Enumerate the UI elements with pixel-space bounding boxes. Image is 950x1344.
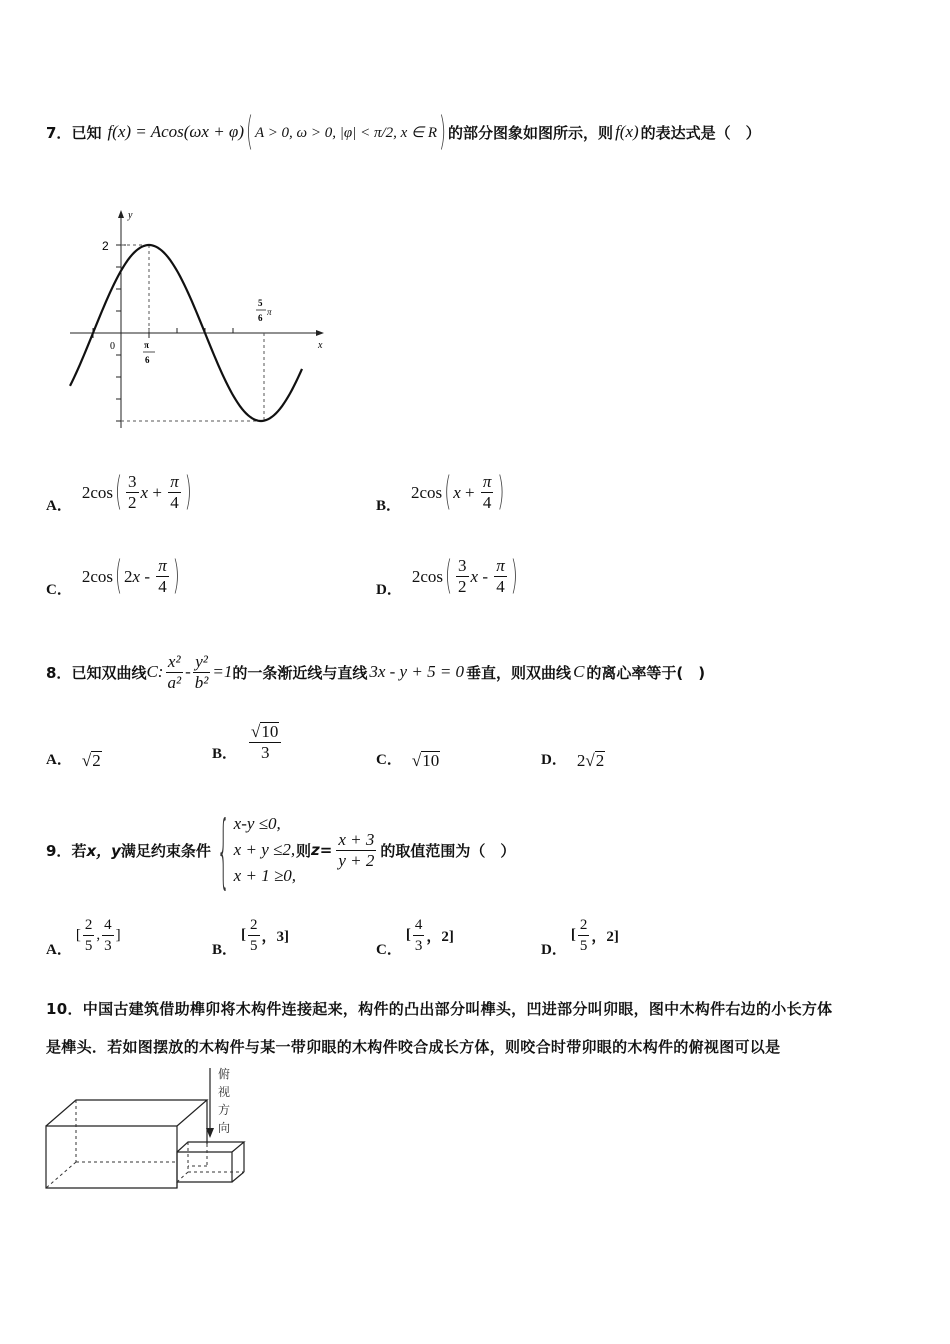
option-expr: 2cos ( x + $\frac{\pi}{4}$ ) — [411, 469, 505, 516]
q9-zden: y + 2 — [338, 850, 375, 870]
q10-line2: 是榫头．若如图摆放的木构件与某一带卯眼的木构件咬合成长方体，则咬合时带卯眼的木构件的俯视图可以是 — [46, 1038, 781, 1056]
option-label: D． — [541, 751, 567, 768]
q9-c2: x + y ≤2, — [233, 840, 296, 859]
q9-prefix: 若 — [71, 841, 87, 860]
option-label: B． — [376, 498, 402, 514]
q8-option-d[interactable] — [541, 745, 605, 771]
q9-c3: x + 1 ≥0, — [233, 866, 297, 885]
q7-paren-right: ) — [439, 108, 447, 156]
option-label: D． — [541, 942, 567, 958]
option-expr: [ $\frac{2}{5}$ , $\frac{4}{3}$ ] — [75, 917, 121, 954]
option-label: C． — [376, 751, 402, 768]
q7-suffix: 的部分图象如图所示，则 — [448, 123, 614, 142]
y-axis-arrow — [118, 210, 124, 218]
q10-line1: 10．中国古建筑借助榫卯将木构件连接起来，构件的凸出部分叫榫头，凹进部分叫卯眼，图中木构件右边的小长方体 — [46, 1000, 833, 1018]
option-label: B． — [212, 746, 238, 762]
q7-paren-left: ( — [246, 108, 254, 156]
q7-option-a[interactable] — [46, 470, 194, 515]
option-label: D． — [376, 582, 402, 598]
q7-prefix: 已知 — [71, 123, 102, 142]
q7-func: f(x) = Acos(ωx + φ) — [107, 122, 245, 141]
option-label: B． — [212, 942, 238, 958]
option-label: A． — [46, 498, 72, 514]
q9-vars: x，y — [86, 841, 121, 860]
y-max-label: 2 — [102, 239, 109, 253]
q9-option-d[interactable] — [541, 912, 619, 959]
svg-text:方: 方 — [218, 1103, 231, 1117]
option-label: C． — [46, 582, 72, 598]
q8-curve: C: $\frac{\text{x²}}{\text{a²}}$ - $\frac{\text{y²}}{\text{b²}}$ =1 — [146, 651, 233, 692]
q8-number: 8． — [46, 663, 72, 682]
view-direction-label — [218, 1067, 230, 1135]
svg-text:6: 6 — [258, 313, 263, 323]
large-box-top — [46, 1100, 207, 1126]
option-expr: √ 10 3 — [249, 722, 281, 763]
q8-c: C — [573, 662, 585, 681]
svg-text:6: 6 — [145, 355, 150, 365]
q9-constraints — [234, 814, 296, 886]
option-expr: [ $\frac{2}{5}$ ，2] — [570, 917, 619, 954]
q8-ask: 的离心率等于( ) — [586, 663, 706, 682]
hidden-edges — [46, 1100, 244, 1188]
q7-ask: 的表达式是（ ） — [640, 123, 761, 142]
option-label: C． — [376, 942, 402, 958]
q7-graph — [66, 200, 336, 435]
option-expr: √ 2 — [81, 751, 101, 770]
q7-conditions: A > 0, ω > 0, |φ| < π/2, x ∈ R — [255, 124, 438, 141]
origin-label: 0 — [110, 341, 115, 352]
q7-option-c[interactable] — [46, 554, 182, 599]
q9-option-b[interactable] — [212, 912, 289, 959]
q8-prefix: 已知双曲线 — [71, 663, 147, 682]
option-expr: 2cos ( $\frac{3}{2}$ x + $\frac{\pi}{4}$ ) — [81, 469, 192, 516]
option-expr: 2√ 2 — [576, 751, 605, 770]
q8-option-b[interactable] — [212, 722, 283, 763]
q7-number: 7． — [46, 123, 72, 142]
q9-brace: { — [216, 802, 230, 898]
q8-stem — [46, 646, 705, 698]
q9-fraction — [336, 830, 376, 871]
q7-option-d[interactable] — [376, 554, 520, 599]
q7-option-b[interactable] — [376, 470, 506, 515]
option-expr: [ $\frac{4}{3}$ ，2] — [405, 917, 454, 954]
option-expr: √ 10 — [411, 751, 440, 770]
q9-option-a[interactable] — [46, 912, 121, 959]
svg-text:俯: 俯 — [218, 1067, 231, 1081]
q9-ask: 的取值范围为（ ） — [380, 841, 516, 860]
tick-pi6-label: π — [144, 340, 149, 350]
q10-figure — [40, 1062, 270, 1198]
svg-text:向: 向 — [218, 1121, 231, 1135]
q8-option-c[interactable] — [376, 745, 440, 771]
tenon-front — [177, 1152, 232, 1182]
q9-option-c[interactable] — [376, 912, 454, 959]
q9-c1: x-y ≤0, — [233, 814, 281, 833]
tick-5pi6-label: 5 — [258, 298, 263, 308]
q9-znum: x + 3 — [338, 829, 375, 849]
option-label: A． — [46, 751, 72, 768]
q8-mid: 的一条渐近线与直线 — [232, 663, 368, 682]
q9-then: 则 — [296, 841, 312, 860]
q9-number: 9． — [46, 841, 72, 860]
x-axis-label: x — [318, 340, 323, 351]
q7-stem — [46, 108, 761, 156]
q9-mid: 满足约束条件 — [120, 841, 211, 860]
svg-text:π: π — [267, 307, 272, 317]
q8-mid2: 垂直，则双曲线 — [466, 663, 572, 682]
svg-text:视: 视 — [218, 1085, 231, 1099]
x-axis-arrow — [316, 330, 324, 336]
option-expr: 2cos ( $\frac{3}{2}$ x - $\frac{\pi}{4}$ ) — [411, 553, 518, 600]
tenon-top — [177, 1142, 244, 1152]
y-axis-label: y — [128, 210, 133, 221]
q9-z: z= — [311, 841, 333, 859]
q9-stem — [46, 802, 515, 898]
option-label: A． — [46, 942, 72, 958]
large-box-front — [46, 1126, 177, 1188]
q8-option-a[interactable] — [46, 745, 102, 771]
q7-fx: f(x) — [615, 122, 639, 141]
option-expr: [ $\frac{2}{5}$ ，3] — [241, 917, 290, 954]
option-expr: 2cos ( 2 x - $\frac{\pi}{4}$ ) — [81, 553, 180, 600]
q8-line: 3x - y + 5 = 0 — [369, 662, 465, 681]
